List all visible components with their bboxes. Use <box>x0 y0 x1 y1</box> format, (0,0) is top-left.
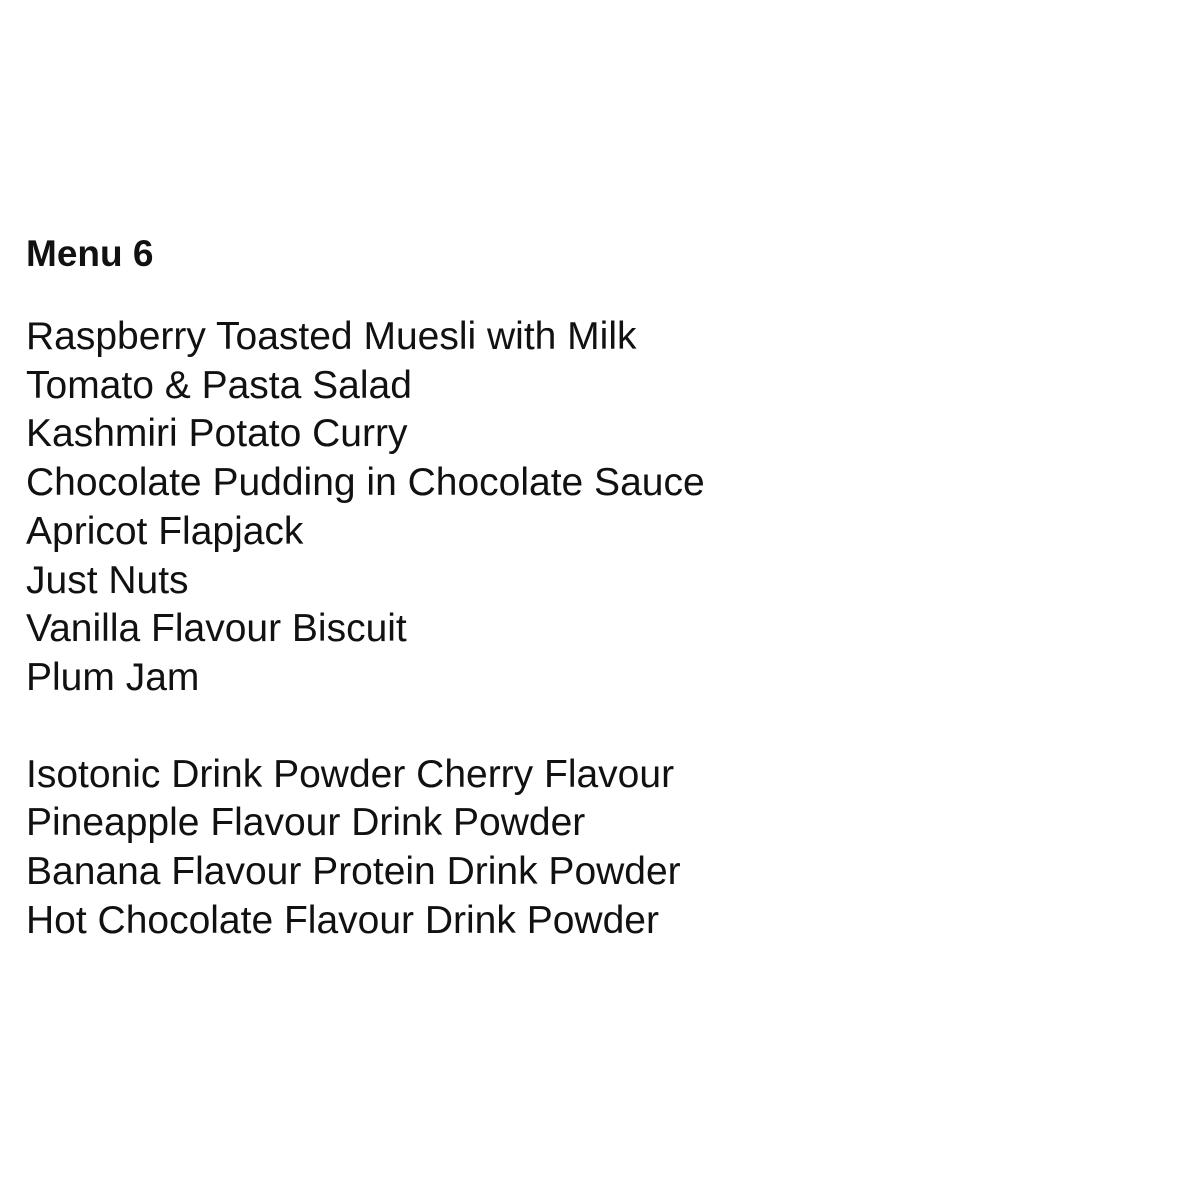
food-item-list <box>26 313 1166 703</box>
food-item: Kashmiri Potato Curry <box>26 412 408 456</box>
menu-document <box>26 230 1166 945</box>
drink-item-list <box>26 751 1166 946</box>
food-item: Vanilla Flavour Biscuit <box>26 607 407 651</box>
food-item: Raspberry Toasted Muesli with Milk <box>26 315 637 358</box>
drink-item: Isotonic Drink Powder Cherry Flavour <box>26 752 675 796</box>
food-item: Apricot Flapjack <box>26 509 304 553</box>
food-item: Chocolate Pudding in Chocolate Sauce <box>26 461 705 505</box>
food-item: Just Nuts <box>26 558 189 602</box>
drink-item: Banana Flavour Protein Drink Powder <box>26 850 681 894</box>
menu-title: Menu 6 <box>26 233 154 274</box>
food-item: Tomato & Pasta Salad <box>26 363 412 407</box>
food-item: Plum Jam <box>26 655 200 699</box>
drink-item: Hot Chocolate Flavour Drink Powder <box>26 898 659 942</box>
drink-item: Pineapple Flavour Drink Powder <box>26 801 586 845</box>
